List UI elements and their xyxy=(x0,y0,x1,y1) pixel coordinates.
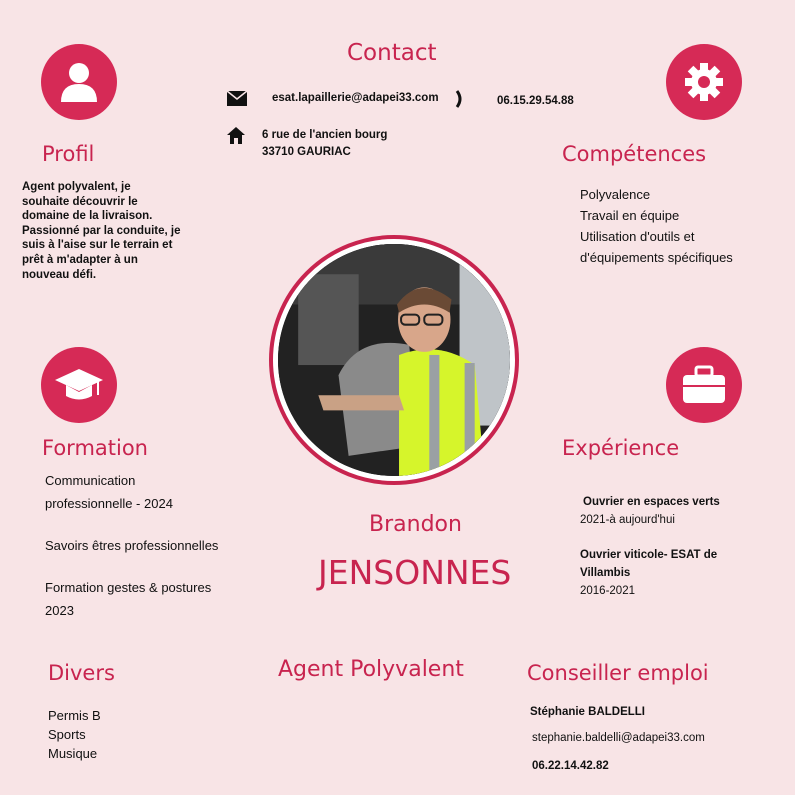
list-item: Musique xyxy=(48,746,98,761)
formation-item-line: professionnelle - 2024 xyxy=(45,496,173,511)
profil-line: domaine de la livraison. xyxy=(22,210,153,223)
conseiller-email[interactable]: stephanie.baldelli@adapei33.com xyxy=(532,732,705,744)
list-item: Travail en équipe xyxy=(580,208,680,223)
contact-phone[interactable]: 06.15.29.54.88 xyxy=(497,95,574,107)
formation-list xyxy=(45,470,265,621)
formation-item-line: Communication xyxy=(45,473,136,488)
profil-title: Profil xyxy=(42,142,95,166)
conseiller-phone[interactable]: 06.22.14.42.82 xyxy=(532,760,609,772)
experience-job-place: Villambis xyxy=(580,567,631,579)
list-item: Permis B xyxy=(48,708,101,723)
competences-title: Compétences xyxy=(562,142,707,166)
profil-line: souhaite découvrir le xyxy=(22,195,138,208)
contact-address-line2: 33710 GAURIAC xyxy=(262,146,351,158)
profil-text xyxy=(22,180,222,282)
last-name: JENSONNES xyxy=(318,553,512,592)
gear-icon xyxy=(682,60,726,104)
formation-item-line: 2023 xyxy=(45,603,74,618)
profile-photo xyxy=(269,235,519,485)
competences-list xyxy=(580,184,733,268)
briefcase-icon xyxy=(681,365,727,405)
profil-line: Agent polyvalent, je xyxy=(22,181,131,193)
graduation-cap-icon xyxy=(54,363,104,407)
formation-icon-badge xyxy=(41,347,117,423)
formation-title: Formation xyxy=(42,436,148,460)
divers-title: Divers xyxy=(48,661,115,685)
home-icon xyxy=(227,127,245,149)
divers-list xyxy=(48,706,101,763)
conseiller-name: Stéphanie BALDELLI xyxy=(530,706,646,718)
first-name: Brandon xyxy=(369,512,462,537)
conseiller-title: Conseiller emploi xyxy=(527,661,709,685)
envelope-icon xyxy=(227,91,247,111)
list-item: Utilisation d'outils et xyxy=(580,229,695,244)
contact-email[interactable]: esat.lapaillerie@adapei33.com xyxy=(272,92,439,104)
user-icon xyxy=(57,60,101,104)
person-photo-illustration xyxy=(278,244,510,476)
formation-item: Savoirs êtres professionnelles xyxy=(45,538,219,553)
contact-address-line1: 6 rue de l'ancien bourg xyxy=(262,129,388,141)
experience-job-dates: 2016-2021 xyxy=(580,585,635,597)
contact-title: Contact xyxy=(347,40,437,66)
profil-line: nouveau défi. xyxy=(22,268,97,281)
experience-title: Expérience xyxy=(562,436,680,460)
experience-job-title: Ouvrier viticole- ESAT de xyxy=(580,549,718,561)
list-item: Polyvalence xyxy=(580,187,651,202)
profil-icon-badge xyxy=(41,44,117,120)
list-item: d'équipements spécifiques xyxy=(580,250,733,265)
phone-icon xyxy=(455,90,465,113)
list-item: Sports xyxy=(48,727,86,742)
job-role: Agent Polyvalent xyxy=(278,657,464,682)
profil-line: suis à l'aise sur le terrain et xyxy=(22,239,173,252)
formation-item-line: Formation gestes & postures xyxy=(45,580,212,595)
experience-job-title: Ouvrier en espaces verts xyxy=(583,496,720,508)
experience-icon-badge xyxy=(666,347,742,423)
competences-icon-badge xyxy=(666,44,742,120)
profil-line: prêt à m'adapter à un xyxy=(22,253,138,266)
experience-list xyxy=(580,493,780,600)
profil-line: Passionné par la conduite, je xyxy=(22,224,181,237)
experience-job-dates: 2021-à aujourd'hui xyxy=(580,514,675,526)
